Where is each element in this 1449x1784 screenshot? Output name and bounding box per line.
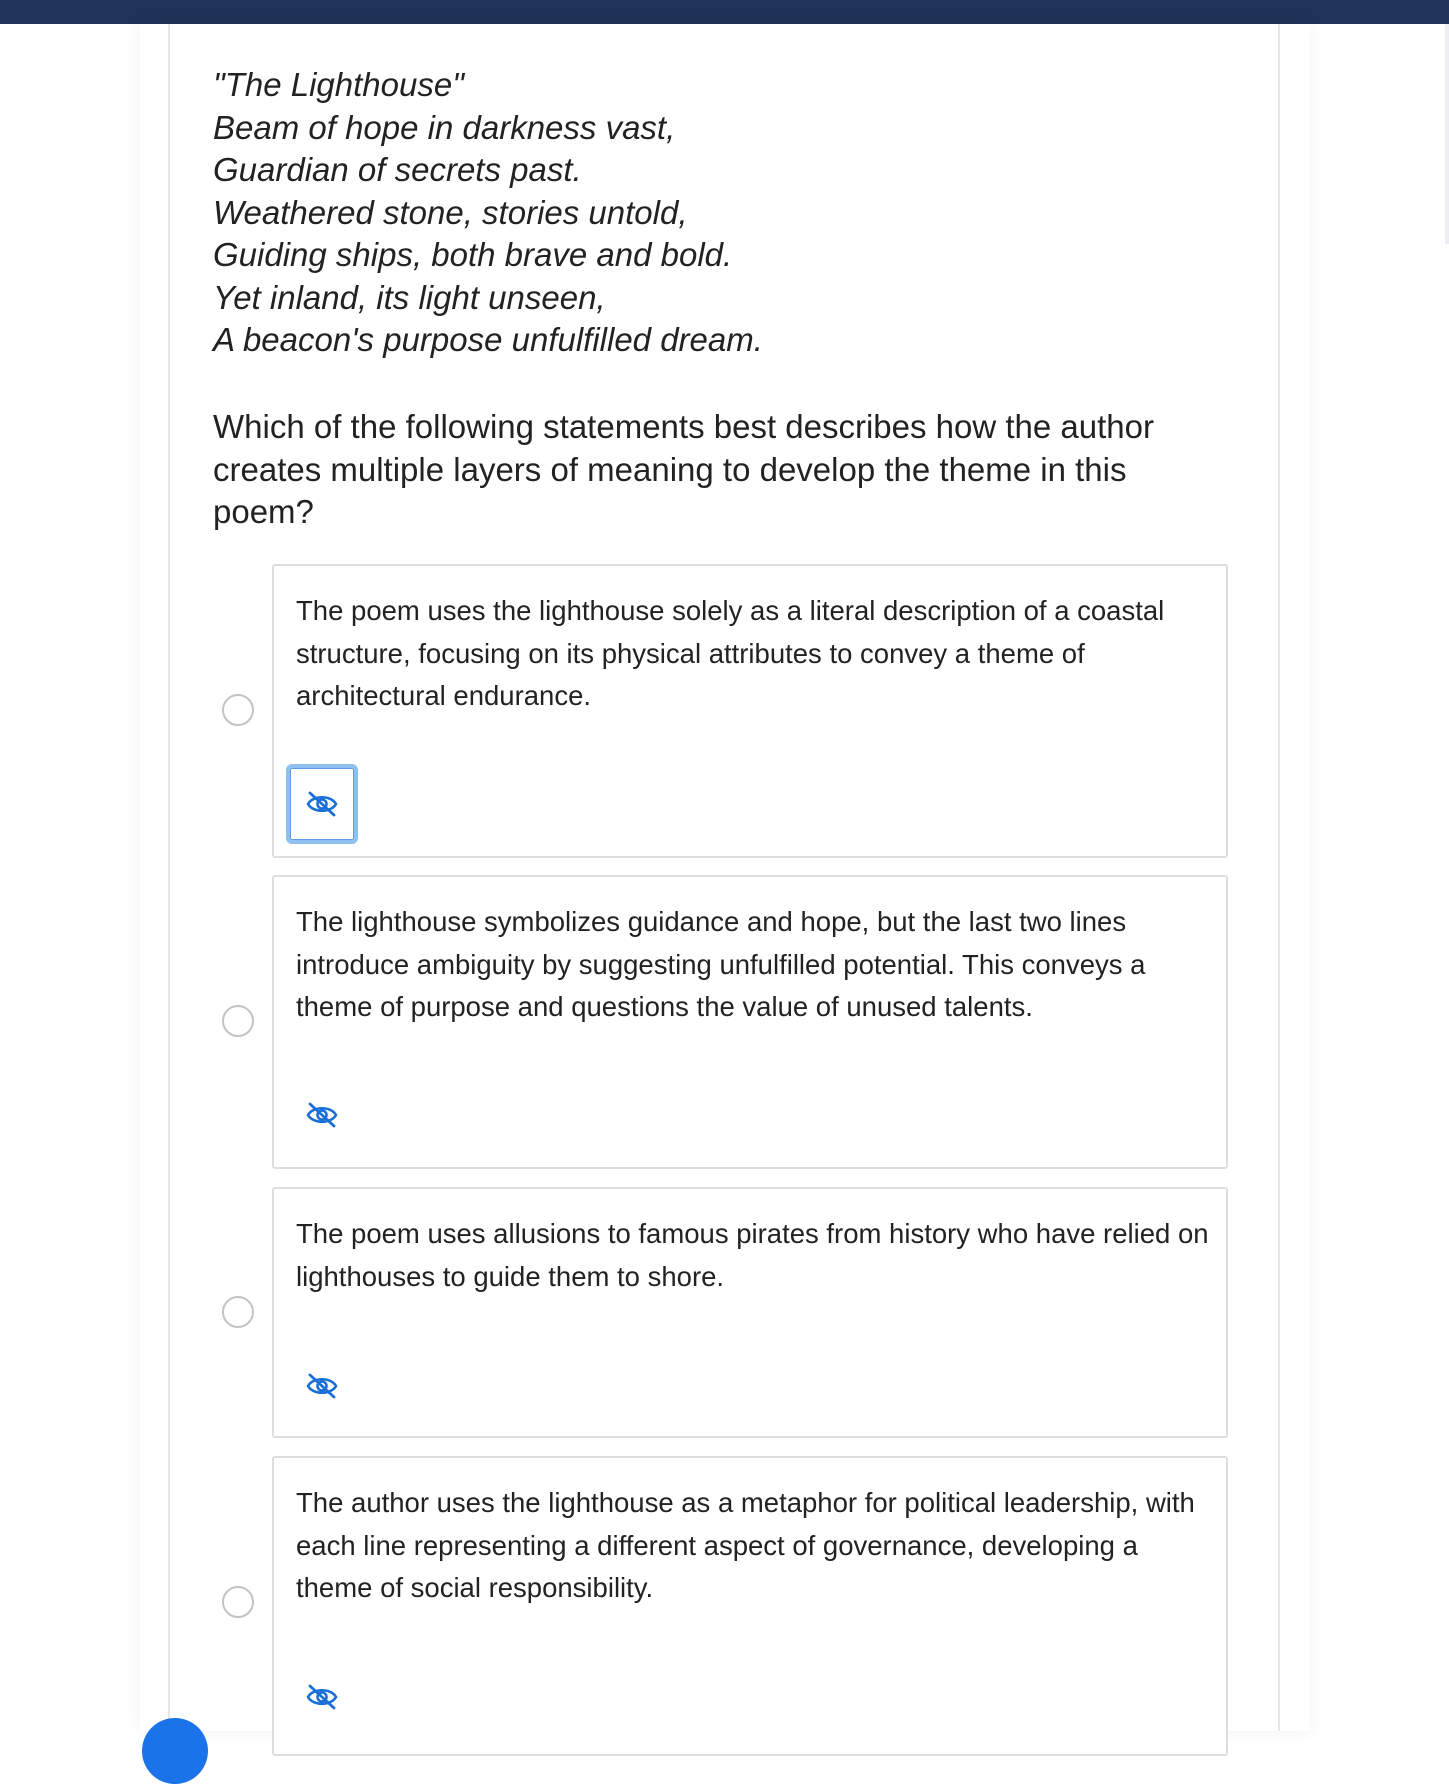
option-d-radio[interactable] xyxy=(222,1586,254,1618)
eliminate-option-d-button[interactable] xyxy=(286,1657,358,1737)
option-b-radio[interactable] xyxy=(222,1005,254,1037)
option-d-text: The author uses the lighthouse as a metaphor for political leadership, with each line representing a different aspect of governance, developing a theme of social responsibility. xyxy=(296,1487,1195,1603)
eliminate-option-a-button[interactable] xyxy=(286,764,358,844)
question-prompt: Which of the following statements best describes how the author creates multiple layers of meaning to develop the theme in this poem? xyxy=(213,408,1154,530)
poem-line: Guardian of secrets past. xyxy=(213,151,582,188)
option-c-radio[interactable] xyxy=(222,1296,254,1328)
answer-option-a[interactable] xyxy=(272,564,1228,858)
answer-option-c[interactable] xyxy=(272,1187,1228,1438)
top-navigation-bar xyxy=(0,0,1449,24)
eliminate-option-b-button[interactable] xyxy=(286,1075,358,1155)
scrollbar-track[interactable] xyxy=(1445,24,1449,244)
option-c-text: The poem uses allusions to famous pirates from history who have relied on lighthouses to guide them to shore. xyxy=(296,1218,1209,1292)
answer-option-d[interactable] xyxy=(272,1456,1228,1756)
poem-title: "The Lighthouse" xyxy=(213,66,464,103)
poem-line: Weathered stone, stories untold, xyxy=(213,193,688,231)
option-a-radio[interactable] xyxy=(222,694,254,726)
eye-slash-icon xyxy=(306,790,338,818)
poem-line: Beam of hope in darkness vast, xyxy=(213,108,676,146)
answer-option-b[interactable] xyxy=(272,875,1228,1169)
poem-line: Yet inland, its light unseen, xyxy=(213,278,606,316)
floating-action-button[interactable] xyxy=(142,1718,208,1784)
poem-line: Guiding ships, both brave and bold. xyxy=(213,236,733,273)
option-b-text: The lighthouse symbolizes guidance and hope, but the last two lines introduce ambiguity by suggesting unfulfilled potential. This conveys a theme of purpose and questions the value of unused talents. xyxy=(296,906,1146,1022)
eliminate-option-c-button[interactable] xyxy=(286,1346,358,1426)
poem-passage xyxy=(213,64,763,362)
option-a-text: The poem uses the lighthouse solely as a literal description of a coastal structure, focusing on its physical attributes to convey a theme of architectural endurance. xyxy=(296,595,1165,711)
poem-line: A beacon's purpose unfulfilled dream. xyxy=(213,321,763,358)
eye-slash-icon xyxy=(306,1683,338,1711)
eye-slash-icon xyxy=(306,1101,338,1129)
eye-slash-icon xyxy=(306,1372,338,1400)
